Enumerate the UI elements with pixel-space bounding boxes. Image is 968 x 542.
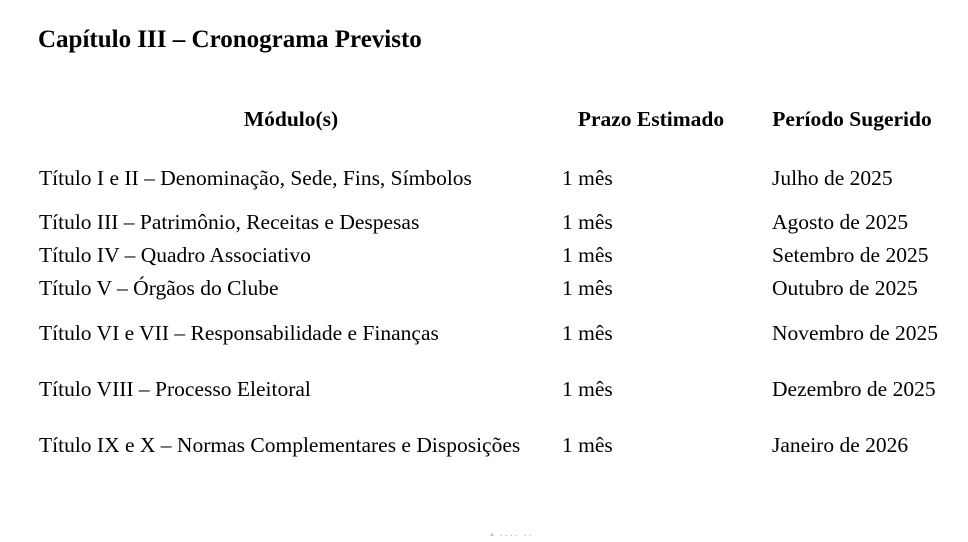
table-row [35, 239, 949, 272]
header-modules: Módulo(s) [243, 106, 339, 131]
schedule-table [35, 88, 949, 473]
cell-deadline: 1 mês [562, 243, 613, 267]
table-row [35, 361, 949, 417]
cell-deadline: 1 mês [562, 165, 613, 190]
table-row [35, 150, 949, 206]
faint-footer-mark: • ···· ·· [490, 528, 534, 542]
cell-period: Janeiro de 2026 [772, 432, 909, 457]
cell-deadline: 1 mês [562, 432, 613, 457]
cell-deadline: 1 mês [562, 376, 613, 401]
cell-module: Título VI e VII – Responsabilidade e Finanças [39, 320, 439, 345]
table-row [35, 305, 949, 361]
cell-deadline: 1 mês [562, 320, 613, 345]
cell-module: Título I e II – Denominação, Sede, Fins, Símbolos [39, 165, 472, 190]
table-row [35, 206, 949, 239]
cell-module: Título V – Órgãos do Clube [39, 276, 279, 300]
chapter-title: Capítulo III – Cronograma Previsto [38, 26, 422, 53]
cell-module: Título VIII – Processo Eleitoral [39, 376, 311, 401]
cell-deadline: 1 mês [562, 276, 613, 300]
header-deadline: Prazo Estimado [577, 106, 725, 131]
cell-period: Setembro de 2025 [772, 243, 929, 267]
cell-period: Julho de 2025 [772, 165, 893, 190]
cell-module: Título III – Patrimônio, Receitas e Despesas [39, 210, 420, 234]
cell-period: Agosto de 2025 [772, 210, 909, 234]
table-row [35, 417, 949, 473]
table-header-row [35, 88, 949, 150]
header-period: Período Sugerido [772, 106, 932, 131]
cell-period: Novembro de 2025 [772, 320, 938, 345]
table-row [35, 272, 949, 305]
cell-period: Outubro de 2025 [772, 276, 918, 300]
cell-module: Título IX e X – Normas Complementares e Disposições [39, 432, 521, 457]
cell-period: Dezembro de 2025 [772, 376, 936, 401]
cell-module: Título IV – Quadro Associativo [39, 243, 311, 267]
cell-deadline: 1 mês [562, 210, 613, 234]
